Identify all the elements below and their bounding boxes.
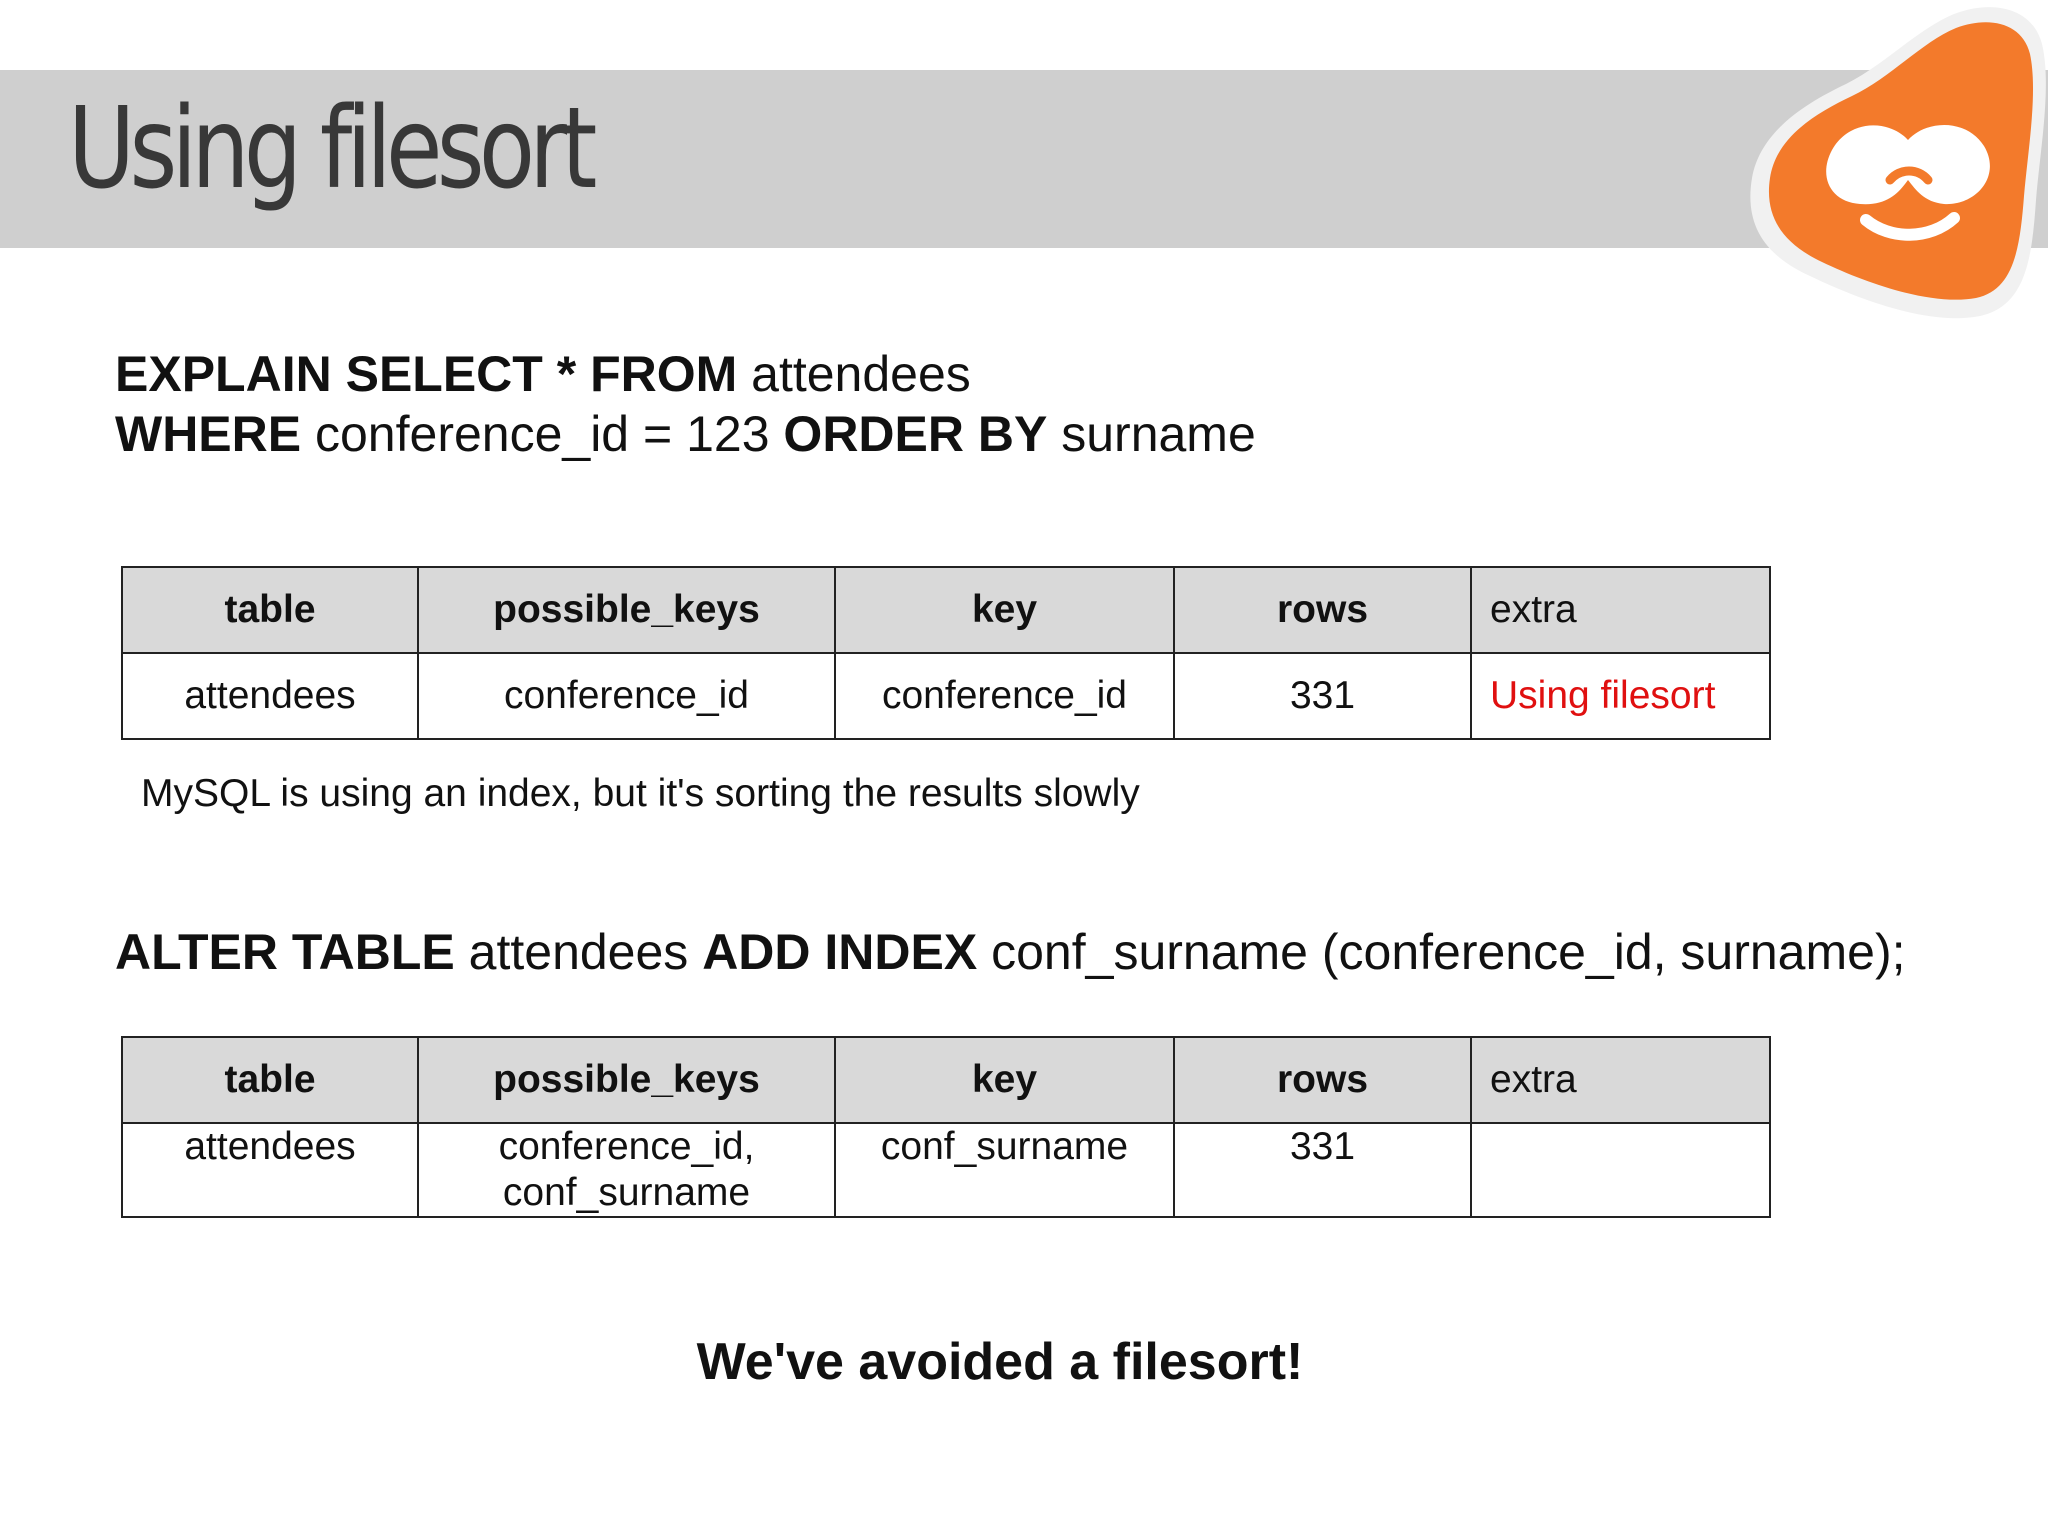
sql-keyword: ADD INDEX: [702, 924, 978, 980]
sql-text: attendees: [737, 346, 971, 402]
possible-key-1: conference_id,: [498, 1125, 755, 1168]
cell-extra: [1471, 1123, 1770, 1217]
sql-keyword: EXPLAIN SELECT * FROM: [115, 346, 738, 402]
sql-text: conf_surname (conference_id, surname);: [977, 924, 1906, 980]
explanation-note: MySQL is using an index, but it's sorting the results slowly: [141, 772, 1140, 815]
cell-extra-warning: Using filesort: [1471, 653, 1770, 739]
cell-rows: 331: [1174, 1123, 1471, 1217]
cell-possible-keys: conference_id: [418, 653, 835, 739]
column-header-possible-keys: possible_keys: [418, 1037, 835, 1123]
cell-key: conf_surname: [835, 1123, 1174, 1217]
table-header-row: [122, 567, 1770, 653]
column-header-extra: extra: [1471, 567, 1770, 653]
cell-key: conference_id: [835, 653, 1174, 739]
explain-query-line-2: [115, 404, 1256, 464]
conclusion-text: We've avoided a filesort!: [696, 1333, 1304, 1391]
column-header-extra: extra: [1471, 1037, 1770, 1123]
column-header-key: key: [835, 1037, 1174, 1123]
slide-title: Using filesort: [68, 84, 592, 214]
orange-droplet-logo-icon: [1740, 0, 2048, 330]
cell-table: attendees: [122, 1123, 418, 1217]
sql-keyword: ORDER BY: [783, 406, 1048, 462]
column-header-rows: rows: [1174, 1037, 1471, 1123]
column-header-rows: rows: [1174, 567, 1471, 653]
cell-rows: 331: [1174, 653, 1471, 739]
explain-table-before: [121, 566, 1771, 740]
sql-keyword: WHERE: [115, 406, 302, 462]
table-row: [122, 653, 1770, 739]
sql-keyword: ALTER TABLE: [115, 924, 455, 980]
column-header-table: table: [122, 567, 418, 653]
sql-text: attendees: [454, 924, 703, 980]
table-header-row: [122, 1037, 1770, 1123]
possible-key-2: conf_surname: [502, 1171, 751, 1214]
alter-table-statement: [115, 922, 1905, 982]
column-header-key: key: [835, 567, 1174, 653]
cell-table: attendees: [122, 653, 418, 739]
column-header-possible-keys: possible_keys: [418, 567, 835, 653]
sql-text: conference_id = 123: [301, 406, 784, 462]
sql-text: surname: [1047, 406, 1256, 462]
explain-query-line-1: [115, 344, 971, 404]
table-row: [122, 1123, 1770, 1217]
column-header-table: table: [122, 1037, 418, 1123]
cell-possible-keys: [418, 1123, 835, 1217]
explain-table-after: [121, 1036, 1771, 1218]
